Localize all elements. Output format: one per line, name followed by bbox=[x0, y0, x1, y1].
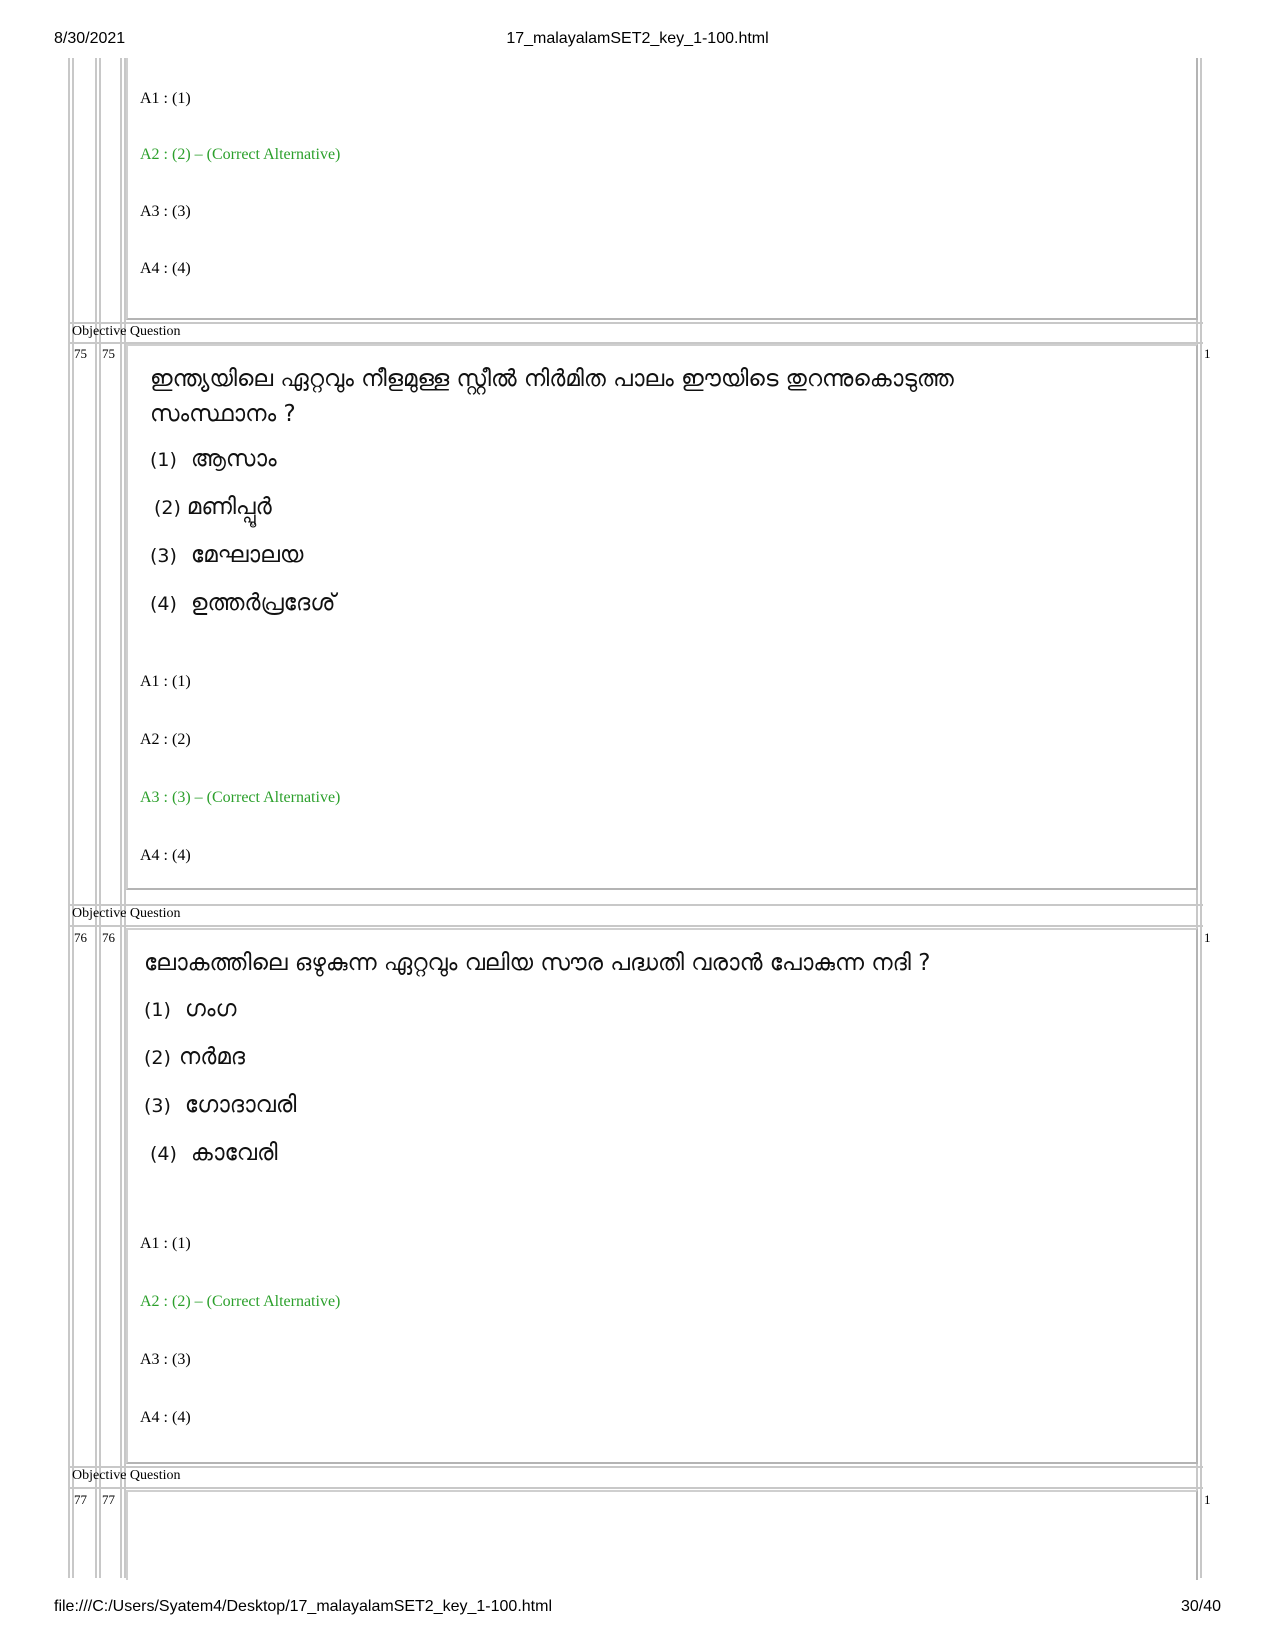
page-number: 30/40 bbox=[1180, 1598, 1221, 1615]
table-border-left-inner bbox=[72, 58, 74, 1578]
serial-number: 77 bbox=[74, 1492, 87, 1507]
column-divider-1b bbox=[99, 58, 101, 1578]
option-text: ആസാം bbox=[190, 446, 277, 472]
question-number: 75 bbox=[102, 346, 115, 361]
option-number: (1) bbox=[144, 999, 171, 1021]
question-box bbox=[126, 928, 1198, 1464]
column-divider-2 bbox=[120, 58, 122, 1578]
question-marks: 1 bbox=[1204, 930, 1211, 945]
question-box-prev bbox=[126, 58, 1198, 320]
option-number: (3) bbox=[144, 1095, 171, 1117]
prev-answer-4: A4 : (4) bbox=[140, 260, 191, 277]
serial-number: 76 bbox=[74, 930, 87, 945]
option-number: (1) bbox=[150, 449, 177, 471]
question-type-label: Objective Question bbox=[72, 906, 181, 921]
question-text: ലോകത്തിലെ ഒഴുകുന്ന ഏറ്റവും വലിയ സൗര പദ്ധതി വരാൻ പോകുന്ന നദി ? bbox=[144, 950, 931, 976]
option-4 bbox=[150, 590, 335, 616]
question-marks: 1 bbox=[1204, 1492, 1211, 1507]
row-divider bbox=[68, 1487, 1203, 1489]
option-3 bbox=[144, 1092, 296, 1118]
answer-4: A4 : (4) bbox=[140, 847, 191, 864]
document-title: 17_malayalamSET2_key_1-100.html bbox=[506, 30, 769, 47]
option-text: ഉത്തർപ്രദേശ് bbox=[190, 590, 336, 616]
option-text: മേഘാലയ bbox=[190, 542, 304, 568]
table-border-right bbox=[1200, 58, 1202, 1578]
option-text: കാവേരി bbox=[190, 1140, 278, 1166]
option-text: ഗംഗ bbox=[184, 996, 237, 1022]
question-type-label: Objective Question bbox=[72, 1468, 181, 1483]
serial-number: 75 bbox=[74, 346, 87, 361]
prev-answer-3: A3 : (3) bbox=[140, 203, 191, 220]
option-1 bbox=[144, 996, 236, 1022]
answer-3: A3 : (3) bbox=[140, 1351, 191, 1368]
question-type-label: Objective Question bbox=[72, 324, 181, 339]
table-border-left bbox=[68, 58, 70, 1578]
prev-answer-1: A1 : (1) bbox=[140, 90, 191, 107]
answer-3-correct: A3 : (3) – (Correct Alternative) bbox=[140, 789, 341, 806]
option-3 bbox=[150, 542, 303, 568]
option-number: (2) bbox=[154, 497, 181, 519]
print-footer bbox=[54, 1598, 1221, 1620]
option-text: നർമദ bbox=[178, 1044, 246, 1070]
option-4 bbox=[150, 1140, 278, 1166]
file-path: file:///C:/Users/Syatem4/Desktop/17_malayalamSET2_key_1-100.html bbox=[54, 1598, 552, 1615]
column-divider-1 bbox=[95, 58, 97, 1578]
option-text: മണിപ്പൂർ bbox=[186, 494, 272, 520]
question-marks: 1 bbox=[1204, 346, 1211, 361]
option-number: (3) bbox=[150, 545, 177, 567]
answer-1: A1 : (1) bbox=[140, 1235, 191, 1252]
option-1 bbox=[150, 446, 277, 472]
print-header bbox=[54, 30, 1221, 52]
answer-2: A2 : (2) bbox=[140, 731, 191, 748]
row-divider bbox=[68, 1466, 1203, 1468]
option-number: (4) bbox=[150, 1143, 177, 1165]
prev-answer-2-correct: A2 : (2) – (Correct Alternative) bbox=[140, 146, 341, 163]
option-number: (4) bbox=[150, 593, 177, 615]
option-2 bbox=[144, 1044, 245, 1070]
row-divider bbox=[68, 904, 1203, 906]
question-box bbox=[126, 1490, 1198, 1580]
question-number: 77 bbox=[102, 1492, 115, 1507]
answer-4: A4 : (4) bbox=[140, 1409, 191, 1426]
answer-2-correct: A2 : (2) – (Correct Alternative) bbox=[140, 1293, 341, 1310]
option-text: ഗോദാവരി bbox=[184, 1092, 297, 1118]
answer-1: A1 : (1) bbox=[140, 673, 191, 690]
print-date: 8/30/2021 bbox=[54, 30, 126, 47]
option-number: (2) bbox=[144, 1047, 171, 1069]
question-number: 76 bbox=[102, 930, 115, 945]
row-divider bbox=[68, 322, 1203, 324]
row-divider bbox=[68, 925, 1203, 927]
option-2 bbox=[154, 494, 272, 520]
question-text: ഇന്ത്യയിലെ ഏറ്റവും നീളമുള്ള സ്റ്റീൽ നിർമിത പാലം ഈയിടെ തുറന്നുകൊടുത്ത സംസ്ഥാനം ? bbox=[150, 366, 954, 427]
